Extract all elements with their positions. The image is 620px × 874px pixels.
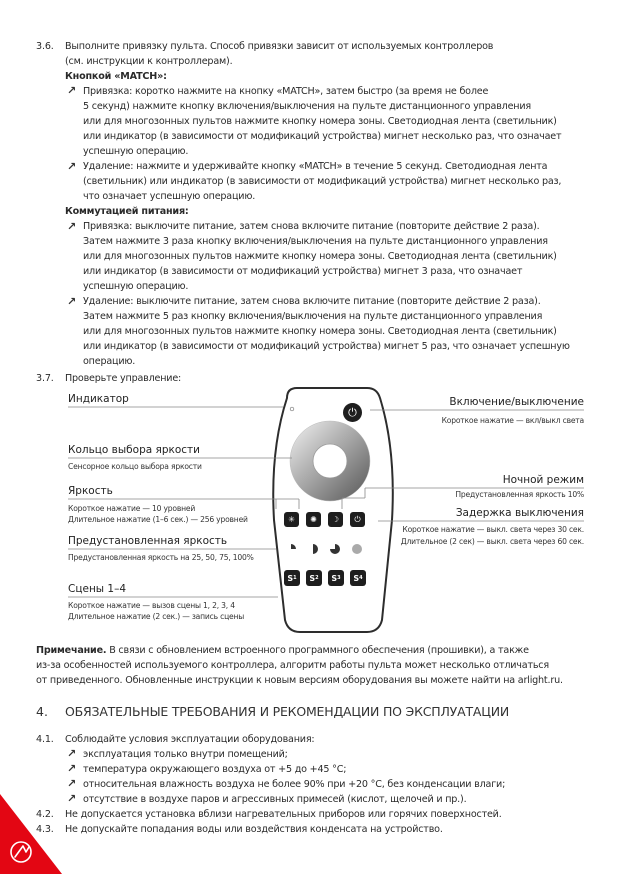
- paragraph-line: 5 секунд) нажмите кнопку включения/выключения на пульте дистанционного управления: [83, 101, 531, 112]
- paragraph-line: (светильник) или индикатор (в зависимости от модификаций устройства) мигнет несколько раз,: [83, 176, 562, 187]
- note-line: [36, 645, 529, 656]
- night-sublabel: Предустановленная яркость 10%: [455, 490, 584, 499]
- preset-25-button[interactable]: [284, 541, 299, 556]
- arrow-bullet-icon: ↗: [67, 220, 77, 233]
- paragraph-line: Привязка: коротко нажмите на кнопку «MATCH», затем быстро (за время не более: [83, 86, 489, 97]
- paragraph-line: или для многозонных пультов нажмите кнопку номера зоны. Светодиодная лента (светильник): [83, 116, 557, 127]
- arlight-logo: [0, 794, 62, 874]
- power-sublabel: Короткое нажатие — вкл/выкл света: [441, 416, 584, 425]
- subheading: Кнопкой «MATCH»:: [65, 71, 167, 82]
- item-number: 4.3.: [36, 824, 54, 835]
- arrow-bullet-icon: ↗: [67, 747, 77, 760]
- delay-sublabel: Короткое нажатие — выкл. света через 30 сек.: [402, 525, 584, 534]
- item-number: 4.1.: [36, 734, 54, 745]
- paragraph-line: Привязка: выключите питание, затем снова включите питание (повторите действие 2 раза).: [83, 221, 540, 232]
- timer-power-icon: ⏻: [354, 514, 361, 524]
- arrow-bullet-icon: ↗: [67, 777, 77, 790]
- sun-small-icon: ✳: [288, 515, 295, 524]
- scene-number: 1: [293, 575, 297, 581]
- brightness-label: Яркость: [68, 485, 113, 497]
- ring-label: Кольцо выбора яркости: [68, 444, 200, 456]
- paragraph-line: Соблюдайте условия эксплуатации оборудования:: [65, 734, 315, 745]
- brightness-up-button[interactable]: [306, 512, 321, 527]
- section-number: 4.: [36, 704, 48, 719]
- arrow-bullet-icon: ↗: [67, 160, 77, 173]
- paragraph-line: или индикатор (в зависимости от модификаций устройства) мигнет 5 раз, что означает успешную: [83, 341, 570, 352]
- arrow-bullet-icon: ↗: [67, 295, 77, 308]
- brightness-sublabel: Короткое нажатие — 10 уровней: [68, 504, 196, 513]
- delay-label: Задержка выключения: [455, 507, 584, 519]
- night-label: Ночной режим: [502, 474, 584, 486]
- scene-3-button[interactable]: S 3: [328, 570, 344, 586]
- paragraph-line: Не допускайте попадания воды или воздействия конденсата на устройство.: [65, 824, 443, 835]
- preset-label: Предустановленная яркость: [68, 535, 228, 547]
- paragraph-line: или индикатор (в зависимости от модификаций устройства) мигнет несколько раз, что означает: [83, 131, 562, 142]
- section-number: 3.7.: [36, 373, 54, 384]
- sun-large-icon: ✺: [310, 515, 317, 524]
- scenes-sublabel: Короткое нажатие — вызов сцены 1, 2, 3, 4: [68, 601, 235, 610]
- paragraph-line: операцию.: [83, 356, 136, 367]
- paragraph-line: что означает успешную операцию.: [83, 191, 256, 202]
- power-icon: ⏻: [348, 405, 357, 419]
- indicator-label: Индикатор: [68, 393, 129, 405]
- ring-sublabel: Сенсорное кольцо выбора яркости: [68, 462, 202, 471]
- paragraph-line: Удаление: нажмите и удерживайте кнопку «MATCH» в течение 5 секунд. Светодиодная лента: [83, 161, 548, 172]
- note-text: В связи с обновлением встроенного программного обеспечения (прошивки), а также: [106, 645, 529, 656]
- paragraph-line: Проверьте управление:: [65, 373, 182, 384]
- scene-2-button[interactable]: S 2: [306, 570, 322, 586]
- night-mode-button[interactable]: [328, 512, 343, 527]
- bullet-item: относительная влажность воздуха не более 90% при +20 °С, без конденсации влаги;: [83, 779, 506, 790]
- paragraph-line: Затем нажмите 5 раз кнопку включения/выключения на пульте дистанционного управления: [83, 311, 543, 322]
- note-line: из-за особенностей используемого контроллера, алгоритм работы пульта может несколько отличаться: [36, 660, 549, 671]
- preset-75-button[interactable]: [328, 541, 343, 556]
- delay-off-button[interactable]: [350, 512, 365, 527]
- note-line: от приведенного. Обновленные инструкции к новым версиям оборудования вы можете найти на arlight.ru.: [36, 675, 563, 686]
- paragraph-line: Выполните привязку пульта. Способ привязки зависит от используемых контроллеров: [65, 41, 494, 52]
- bullet-item: эксплуатация только внутри помещений;: [83, 749, 288, 760]
- preset-sublabel: Предустановленная яркость на 25, 50, 75, 100%: [68, 553, 254, 562]
- section-title: ОБЯЗАТЕЛЬНЫЕ ТРЕБОВАНИЯ И РЕКОМЕНДАЦИИ ПО ЭКСПЛУАТАЦИИ: [65, 704, 510, 719]
- preset-50-button[interactable]: [306, 541, 321, 556]
- delay-sublabel: Длительное (2 сек) — выкл. света через 60 сек.: [400, 537, 584, 546]
- preset-100-button[interactable]: [350, 541, 365, 556]
- section-number: 3.6.: [36, 41, 54, 52]
- power-label: Включение/выключение: [449, 396, 584, 408]
- subheading: Коммутацией питания:: [65, 206, 189, 217]
- paragraph-line: Не допускается установка вблизи нагревательных приборов или горячих поверхностей.: [65, 809, 502, 820]
- power-button[interactable]: [343, 403, 362, 422]
- paragraph-line: Затем нажмите 3 раза кнопку включения/выключения на пульте дистанционного управления: [83, 236, 548, 247]
- arrow-bullet-icon: ↗: [67, 792, 77, 805]
- brightness-down-button[interactable]: [284, 512, 299, 527]
- paragraph-line: успешную операцию.: [83, 146, 189, 157]
- scene-number: 4: [359, 575, 363, 581]
- paragraph-line: (см. инструкции к контроллерам).: [65, 56, 233, 67]
- item-number: 4.2.: [36, 809, 54, 820]
- scenes-label: Сцены 1–4: [68, 583, 127, 595]
- paragraph-line: успешную операцию.: [83, 281, 189, 292]
- scenes-sublabel: Длительное нажатие (2 сек.) — запись сцены: [68, 612, 245, 621]
- arrow-bullet-icon: ↗: [67, 84, 77, 97]
- brightness-sublabel: Длительное нажатие (1–6 сек.) — 256 уровней: [68, 515, 248, 524]
- bullet-item: отсутствие в воздухе паров и агрессивных примесей (кислот, щелочей и пр.).: [83, 794, 467, 805]
- scene-1-button[interactable]: S 1: [284, 570, 300, 586]
- paragraph-line: или индикатор (в зависимости от модификаций устройства) мигнет 3 раза, что означает: [83, 266, 523, 277]
- scene-number: 3: [337, 575, 341, 581]
- paragraph-line: Удаление: выключите питание, затем снова включите питание (повторите действие 2 раза).: [83, 296, 541, 307]
- scene-number: 2: [315, 575, 319, 581]
- note-label: Примечание.: [36, 645, 107, 656]
- arrow-bullet-icon: ↗: [67, 762, 77, 775]
- paragraph-line: или для многозонных пультов нажмите кнопку номера зоны. Светодиодная лента (светильник): [83, 326, 557, 337]
- paragraph-line: или для многозонных пультов нажмите кнопку номера зоны. Светодиодная лента (светильник): [83, 251, 557, 262]
- scene-4-button[interactable]: S 4: [350, 570, 366, 586]
- bullet-item: температура окружающего воздуха от +5 до +45 °С;: [83, 764, 347, 775]
- moon-icon: ☽: [331, 515, 340, 524]
